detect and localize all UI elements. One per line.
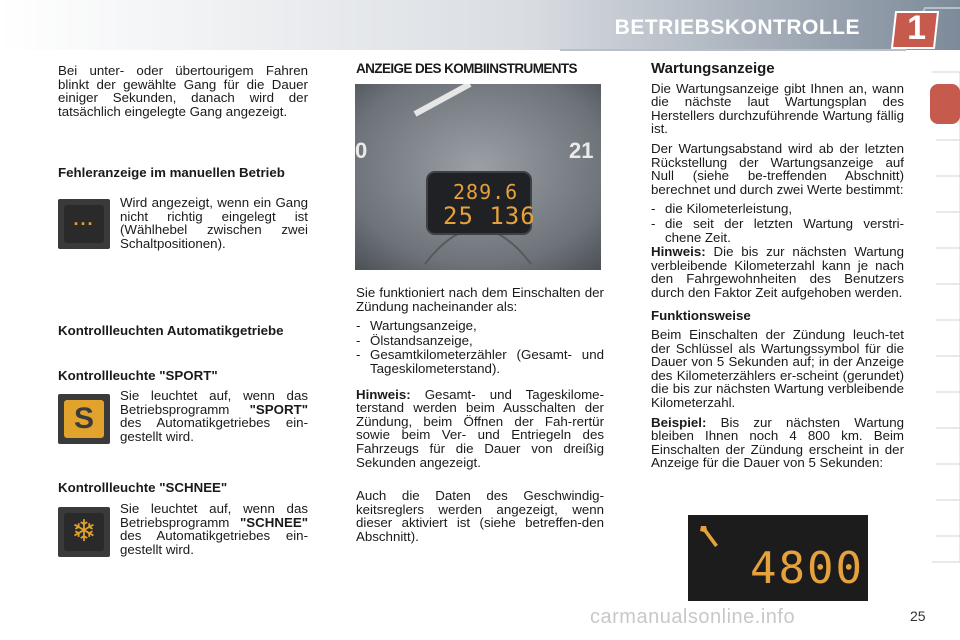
lcd-trip-readout: 289.6 bbox=[453, 180, 519, 204]
chapter-tabs bbox=[928, 58, 960, 578]
column-right bbox=[651, 62, 904, 476]
lcd-odometer-readout: 25 136 bbox=[443, 202, 536, 230]
sport-program-name: "SPORT" bbox=[249, 401, 308, 417]
sport-heading: Kontrollleuchte "SPORT" bbox=[58, 368, 218, 383]
snow-heading-block bbox=[58, 481, 308, 501]
note-label: Hinweis: bbox=[356, 386, 411, 402]
instrument-display-heading: ANZEIGE DES KOMBIINSTRUMENTS bbox=[356, 61, 577, 76]
note-paragraph bbox=[356, 388, 604, 470]
watermark: carmanualsonline.info bbox=[590, 606, 796, 628]
list-item-text: Gesamtkilometerzähler (Gesamt- und Tageskilometerstand). bbox=[370, 347, 604, 376]
service-km-readout: 4800 bbox=[750, 543, 864, 594]
fault-heading: Fehleranzeige im manuellen Betrieb bbox=[58, 165, 285, 180]
service-p2: Der Wartungsabstand wird ab der letzten Rückstellung der Wartungsanzeige auf Null (siehe be-treffenden Abschnitt) berechnet und durch zwei Werte bestimmt: bbox=[651, 140, 904, 197]
snow-text bbox=[120, 502, 308, 556]
list-item: - Gesamtkilometerzähler (Gesamt- und Tageskilometerstand). bbox=[356, 347, 604, 376]
page-number: 25 bbox=[910, 608, 926, 624]
service-p1: Die Wartungsanzeige gibt Ihnen an, wann die nächste laut Wartungsplan des Herstellers durchzuführende Wartung fällig ist. bbox=[651, 80, 904, 137]
list-item: - die Kilometerleistung, bbox=[651, 202, 904, 216]
snow-program-name: "SCHNEE" bbox=[239, 514, 308, 530]
active-chapter-tab bbox=[930, 84, 960, 124]
list-item-text: die Kilometerleistung, bbox=[665, 201, 793, 217]
sport-text-part-c: des Automatikgetriebes ein-gestellt wird. bbox=[120, 415, 308, 444]
instrument-cluster-drawing bbox=[355, 84, 601, 270]
snow-text-part-a: Sie leuchtet auf, wenn das Betriebsprogramm bbox=[120, 501, 308, 530]
fault-dots-glyph: ··· bbox=[73, 213, 95, 234]
fault-warning-icon bbox=[58, 199, 110, 249]
sport-s-glyph: S bbox=[73, 402, 94, 435]
column-middle-heading bbox=[356, 62, 604, 82]
function-text: Beim Einschalten der Zündung leuch-tet der Schlüssel als Wartungssymbol für die Dauer von 5 Sekunden auf; in der Anzeige des Kilometerzählers er-scheint (gerundet) die bis zur nächsten Wartung verbleibende Kilometerzahl. bbox=[651, 327, 904, 411]
sport-mode-icon bbox=[58, 394, 110, 444]
auto-lamps-heading: Kontrollleuchten Automatikgetriebe bbox=[58, 323, 284, 338]
example-label: Beispiel: bbox=[651, 414, 707, 430]
note-text: Gesamt- und Tageskilome-terstand werden beim Ausschalten der Zündung, beim Öffnen der Fah-rertür sowie beim Ver- und Entriegeln des Fahrzeugs für die Dauer von dreißig Sekunden angezeigt. bbox=[356, 386, 604, 470]
column-middle-body bbox=[356, 286, 604, 550]
service-note-label: Hinweis: bbox=[651, 244, 706, 260]
example-text: Bis zur nächsten Wartung bleiben Ihnen noch 4 800 km. Beim Einschalten der Zündung erscheint in der Anzeige für die Dauer von 5 Sekunden: bbox=[651, 414, 904, 471]
chapter-number: 1 bbox=[907, 9, 926, 47]
list-item: - Wartungsanzeige, bbox=[356, 319, 604, 333]
cruise-control-text: Auch die Daten des Geschwindig-keitsreglers werden angezeigt, wenn dieser aktiviert ist (siehe betreffen-den Abschnitt). bbox=[356, 488, 604, 544]
example-paragraph bbox=[651, 416, 904, 470]
instrument-cluster-photo bbox=[355, 84, 601, 270]
page-title: BETRIEBSKONTROLLE bbox=[614, 16, 860, 39]
column-left bbox=[58, 64, 308, 124]
fault-heading-block bbox=[58, 166, 308, 186]
auto-heading-block bbox=[58, 324, 308, 344]
snow-text-part-c: des Automatikgetriebes ein-gestellt wird. bbox=[120, 528, 308, 557]
gauge-label-right: 21 bbox=[569, 138, 594, 163]
function-heading: Funktionsweise bbox=[651, 307, 751, 323]
sport-text bbox=[120, 389, 308, 443]
snow-heading: Kontrollleuchte "SCHNEE" bbox=[58, 480, 228, 495]
wrench-icon bbox=[698, 523, 720, 549]
snowflake-icon: ❄ bbox=[71, 515, 97, 548]
gauge-label-left: 0 bbox=[355, 138, 368, 163]
service-lcd-display bbox=[688, 515, 868, 601]
fault-text: Wird angezeigt, wenn ein Gang nicht richtig eingelegt ist (Wählhebel zwischen zwei Schaltpositionen). bbox=[120, 195, 308, 251]
display-intro-text: Sie funktioniert nach dem Einschalten der Zündung nacheinander als: bbox=[356, 285, 604, 314]
list-item-text: Wartungsanzeige, bbox=[370, 318, 477, 334]
snow-mode-icon bbox=[58, 507, 110, 557]
gear-intro-text: Bei unter- oder übertourigem Fahren blinkt der gewählte Gang für die Dauer einiger Sekunden, danach wird der tatsächlich eingelegte Gang angezeigt. bbox=[58, 63, 308, 119]
list-item: - die seit der letzten Wartung verstri-chene Zeit. bbox=[651, 215, 904, 245]
sport-text-part-a: Sie leuchtet auf, wenn das Betriebsprogramm bbox=[120, 388, 308, 417]
list-item: - Ölstandsanzeige, bbox=[356, 334, 604, 348]
list-item-text: die seit der letzten Wartung verstri-chene Zeit. bbox=[665, 215, 904, 245]
service-indicator-heading: Wartungsanzeige bbox=[651, 60, 775, 77]
service-note-text: Die bis zur nächsten Wartung verbleibende Kilometerzahl kann je nach den Fahrgewohnheiten des Benutzers durch den Faktor Zeit aufgehoben werden. bbox=[651, 244, 904, 300]
sport-heading-block bbox=[58, 369, 308, 389]
list-item-text: Ölstandsanzeige, bbox=[370, 332, 473, 348]
service-note-paragraph bbox=[651, 245, 904, 299]
